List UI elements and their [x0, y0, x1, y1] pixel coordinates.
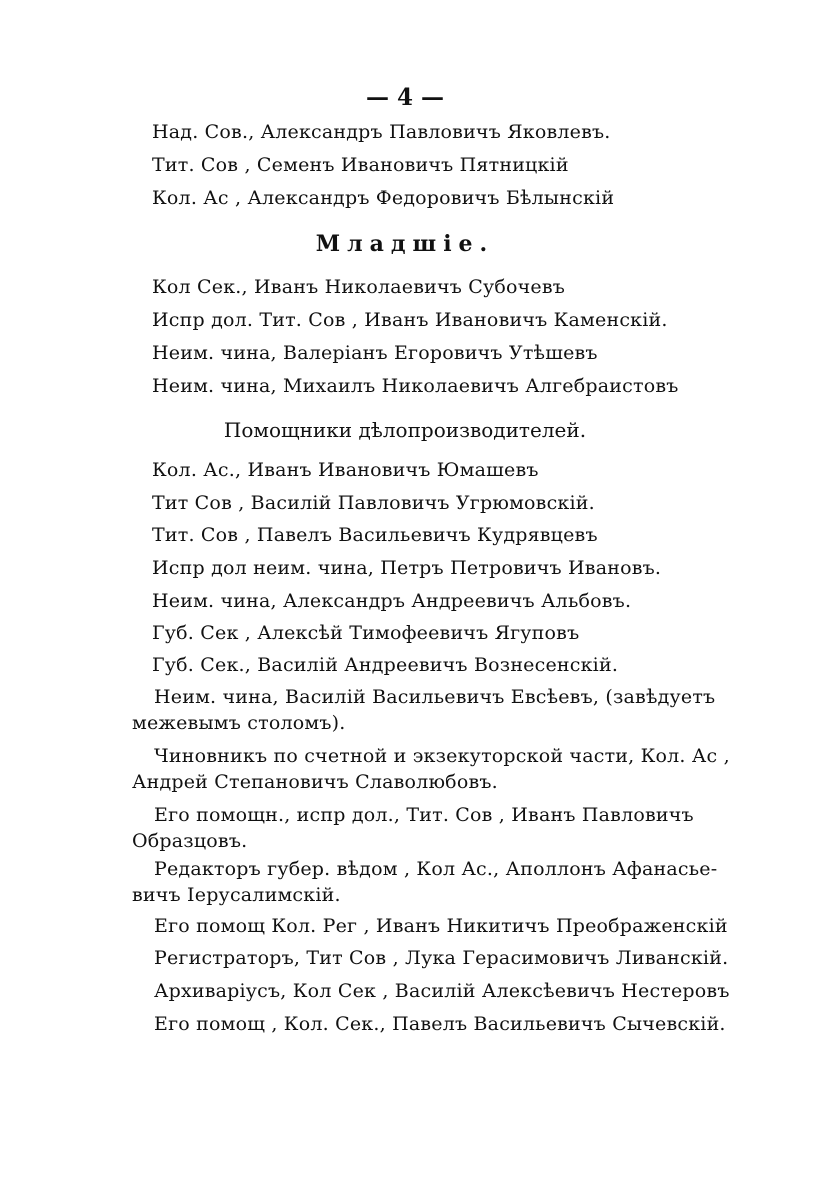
junior-staff-line: Неим. чина, Михаилъ Николаевичъ Алгебраистовъ: [152, 375, 679, 397]
assistant-line: Испр дол неим. чина, Петръ Петровичъ Ивановъ.: [152, 557, 662, 579]
paragraph-line: межевымъ столомъ).: [132, 712, 346, 734]
junior-staff-line: Кол Сек., Иванъ Николаевичъ Субочевъ: [152, 276, 566, 298]
final-line: Его помощ , Кол. Сек., Павелъ Васильевичъ Сычевскій.: [154, 1013, 726, 1035]
final-line: Архиваріусъ, Кол Сек , Василій Алексѣевичъ Нестеровъ: [154, 980, 730, 1002]
paragraph-line: Редакторъ губер. вѣдом , Кол Ас., Аполлонъ Афанасье-: [154, 858, 718, 880]
senior-staff-line: Тит. Сов , Семенъ Ивановичъ Пятницкій: [152, 154, 569, 176]
assistant-line: Тит Сов , Василій Павловичъ Угрюмовскій.: [152, 492, 595, 514]
final-line: Его помощ Кол. Рег , Иванъ Никитичъ Преображенскій: [154, 915, 728, 937]
senior-staff-line: Над. Сов., Александръ Павловичъ Яковлевъ.: [152, 121, 611, 143]
paragraph-line: Чиновникъ по счетной и экзекуторской части, Кол. Ас ,: [154, 745, 730, 767]
paragraph-line: Неим. чина, Василій Васильевичъ Евсѣевъ, (завѣдуетъ: [154, 686, 716, 708]
assistant-line: Тит. Сов , Павелъ Васильевичъ Кудрявцевъ: [152, 524, 598, 546]
page-number: — 4 —: [365, 84, 445, 111]
senior-staff-line: Кол. Ас , Александръ Федоровичъ Бѣлынскій: [152, 187, 615, 209]
assistants-heading: Помощники дѣлопроизводителей.: [223, 418, 587, 442]
assistant-line: Губ. Сек , Алексѣй Тимофеевичъ Ягуповъ: [152, 622, 580, 644]
assistant-line: Кол. Ас., Иванъ Ивановичъ Юмашевъ: [152, 459, 539, 481]
paragraph-line: Его помощн., испр дол., Тит. Сов , Иванъ Павловичъ: [154, 804, 694, 826]
final-line: Регистраторъ, Тит Сов , Лука Герасимовичъ Ливанскій.: [154, 947, 729, 969]
paragraph-line: Образцовъ.: [132, 830, 248, 852]
junior-heading: Младшіе.: [315, 231, 495, 257]
paragraph-line: Андрей Степановичъ Славолюбовъ.: [132, 771, 498, 793]
junior-staff-line: Неим. чина, Валеріанъ Егоровичъ Утѣшевъ: [152, 342, 598, 364]
assistant-line: Губ. Сек., Василій Андреевичъ Вознесенскій.: [152, 654, 619, 676]
assistant-line: Неим. чина, Александръ Андреевичъ Альбовъ.: [152, 590, 632, 612]
paragraph-line: вичъ Іерусалимскій.: [132, 884, 341, 906]
junior-staff-line: Испр дол. Тит. Сов , Иванъ Ивановичъ Каменскій.: [152, 309, 668, 331]
